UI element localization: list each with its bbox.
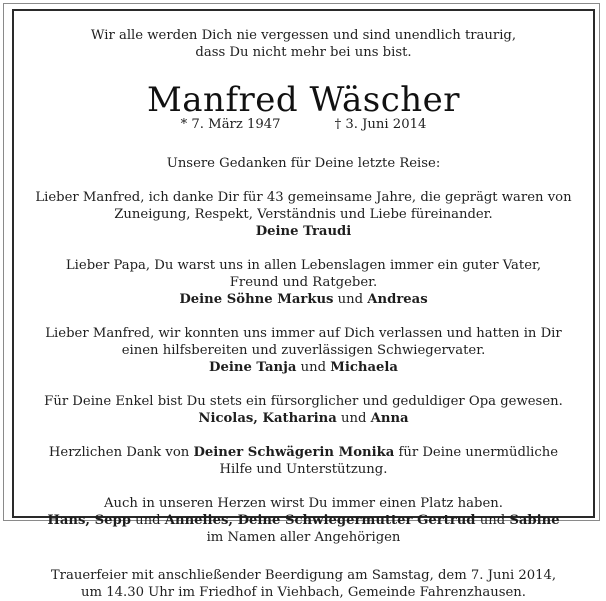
intro-line-2: dass Du nicht mehr bei uns bist. (195, 45, 412, 60)
signature-name: Deiner Schwägerin Monika (193, 445, 395, 460)
signature-connector: und (333, 292, 368, 307)
signature-name: Deine Söhne Markus (179, 292, 334, 307)
death-date: † 3. Juni 2014 (334, 117, 427, 132)
message-line: Auch in unseren Herzen wirst Du immer einen Platz haben. (104, 496, 503, 511)
birth-date: * 7. März 1947 (180, 117, 281, 132)
message-family (14, 495, 593, 546)
life-dates (14, 116, 593, 133)
message-line: Lieber Papa, Du warst uns in allen Lebenslagen immer ein guter Vater, (65, 258, 542, 273)
signature-name: Sabine (509, 513, 560, 528)
signature-name: Annelies, Deine Schwiegermutter Gertrud (164, 513, 476, 528)
funeral-line: um 14.30 Uhr im Friedhof in Viehbach, Gemeinde Fahrenzhausen. (81, 585, 526, 600)
signature-connector: und (130, 513, 165, 528)
signature-name: Andreas (367, 292, 428, 307)
message-line: im Namen aller Angehörigen (206, 530, 401, 545)
signature-connector: und (296, 360, 331, 375)
message-line: einen hilfsbereiten und zuverlässigen Schwiegervater. (121, 343, 486, 358)
obituary-notice (12, 9, 595, 600)
message-text: für Deine unermüdliche (394, 445, 559, 460)
message-line: Freund und Ratgeber. (229, 275, 378, 290)
intro-verse (14, 27, 593, 61)
signature-name: Michaela (330, 360, 398, 375)
message-grandchildren (14, 393, 593, 427)
message-traudi (14, 189, 593, 240)
signature (14, 512, 593, 529)
signature-name: Katharina (262, 411, 337, 426)
signature-connector: und (475, 513, 510, 528)
message-line: Hilfe und Unterstützung. (219, 462, 388, 477)
funeral-info (14, 567, 593, 601)
deceased-name: Manfred Wäscher (146, 80, 461, 120)
signature-name: Anna (370, 411, 409, 426)
signature-name: Hans, Sepp (47, 513, 131, 528)
signature-connector: und (336, 411, 371, 426)
signature (14, 410, 593, 427)
page-frame (3, 3, 600, 600)
message-line: Lieber Manfred, ich danke Dir für 43 gemeinsame Jahre, die geprägt waren von (35, 190, 572, 205)
signature (14, 291, 593, 308)
intro-line-1: Wir alle werden Dich nie vergessen und sind unendlich traurig, (90, 28, 517, 43)
message-line: Zuneigung, Respekt, Verständnis und Liebe füreinander. (114, 207, 493, 222)
message-line (14, 444, 593, 461)
message-sons (14, 257, 593, 308)
message-line: Lieber Manfred, wir konnten uns immer auf Dich verlassen und hatten in Dir (45, 326, 562, 341)
message-sister-in-law (14, 444, 593, 478)
signature-separator: , (253, 411, 263, 426)
funeral-line: Trauerfeier mit anschließender Beerdigung am Samstag, dem 7. Juni 2014, (50, 568, 557, 583)
message-text: Herzlichen Dank von (48, 445, 194, 460)
thoughts-heading: Unsere Gedanken für Deine letzte Reise: (166, 156, 441, 171)
signature: Deine Traudi (255, 224, 352, 239)
signature (14, 359, 593, 376)
signature-name: Deine Tanja (209, 360, 297, 375)
message-daughters-in-law (14, 325, 593, 376)
signature-name: Nicolas (198, 411, 254, 426)
message-line: Für Deine Enkel bist Du stets ein fürsorglicher und geduldiger Opa gewesen. (44, 394, 563, 409)
